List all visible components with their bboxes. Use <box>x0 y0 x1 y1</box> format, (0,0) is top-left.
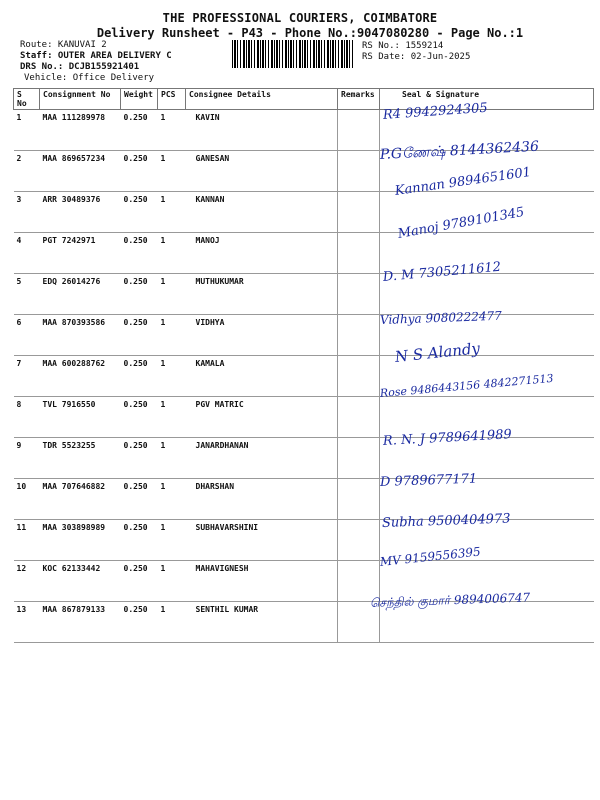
barcode-image <box>232 40 354 68</box>
pcs-cell: 1 <box>158 315 186 356</box>
pcs-cell: 1 <box>158 233 186 274</box>
weight-cell: 0.250 <box>121 110 158 151</box>
consignee-name: DHARSHAN <box>186 479 338 520</box>
consignment-number: MAA 303898989 <box>40 520 121 561</box>
weight-cell: 0.250 <box>121 520 158 561</box>
remarks-cell <box>338 438 380 479</box>
weight-cell: 0.250 <box>121 315 158 356</box>
weight-cell: 0.250 <box>121 397 158 438</box>
consignment-number: MAA 111289978 <box>40 110 121 151</box>
consignment-number: MAA 867879133 <box>40 602 121 643</box>
pcs-cell: 1 <box>158 151 186 192</box>
weight-cell: 0.250 <box>121 274 158 315</box>
remarks-cell <box>338 274 380 315</box>
pcs-cell: 1 <box>158 602 186 643</box>
handwritten-signature: P.Gணேஷ் 8144362436 <box>379 138 540 163</box>
remarks-cell <box>338 110 380 151</box>
sno-cell: 8 <box>14 397 40 438</box>
handwritten-signature: R. N. J 9789641989 <box>382 427 513 449</box>
sno-cell: 1 <box>14 110 40 151</box>
consignee-name: KAMALA <box>186 356 338 397</box>
handwritten-signature: Subha 9500404973 <box>381 511 511 531</box>
handwritten-signature: Vidhya 9080222477 <box>379 308 502 327</box>
consignee-name: VIDHYA <box>186 315 338 356</box>
handwritten-signature: செந்தில் குமார் 9894006747 <box>369 590 531 610</box>
consignment-number: KOC 62133442 <box>40 561 121 602</box>
weight-cell: 0.250 <box>121 479 158 520</box>
pcs-cell: 1 <box>158 520 186 561</box>
handwritten-signature: N S Alandy <box>394 339 481 366</box>
rs-number: RS No.: 1559214 <box>362 41 444 51</box>
weight-cell: 0.250 <box>121 356 158 397</box>
vehicle-label: Vehicle: Office Delivery <box>24 73 155 83</box>
consignee-name: MAHAVIGNESH <box>186 561 338 602</box>
col-consignee: Consignee Details <box>186 89 338 110</box>
remarks-cell <box>338 233 380 274</box>
consignee-name: KANNAN <box>186 192 338 233</box>
weight-cell: 0.250 <box>121 192 158 233</box>
sno-cell: 11 <box>14 520 40 561</box>
consignment-number: MAA 869657234 <box>40 151 121 192</box>
table-header-row <box>14 89 594 110</box>
col-remarks: Remarks <box>338 89 380 110</box>
weight-cell: 0.250 <box>121 151 158 192</box>
consignee-name: SUBHAVARSHINI <box>186 520 338 561</box>
consignment-number: PGT 7242971 <box>40 233 121 274</box>
runsheet-subtitle: Delivery Runsheet - P43 - Phone No.:9047080280 - Page No.:1 <box>96 26 524 40</box>
sno-cell: 5 <box>14 274 40 315</box>
handwritten-signature: Manoj 9789101345 <box>396 204 526 242</box>
consignment-number: MAA 707646882 <box>40 479 121 520</box>
handwritten-signature: D. M 7305211612 <box>382 259 502 285</box>
pcs-cell: 1 <box>158 561 186 602</box>
remarks-cell <box>338 479 380 520</box>
sno-cell: 12 <box>14 561 40 602</box>
consignment-number: TVL 7916550 <box>40 397 121 438</box>
col-signature: Seal & Signature <box>380 89 594 110</box>
table-row <box>14 602 594 643</box>
remarks-cell <box>338 520 380 561</box>
sno-cell: 7 <box>14 356 40 397</box>
col-weight: Weight <box>121 89 158 110</box>
handwritten-signature: Rose 9486443156 4842271513 <box>379 371 554 400</box>
weight-cell: 0.250 <box>121 438 158 479</box>
remarks-cell <box>338 151 380 192</box>
weight-cell: 0.250 <box>121 233 158 274</box>
consignee-name: KAVIN <box>186 110 338 151</box>
remarks-cell <box>338 192 380 233</box>
remarks-cell <box>338 315 380 356</box>
consignee-name: MUTHUKUMAR <box>186 274 338 315</box>
pcs-cell: 1 <box>158 110 186 151</box>
handwritten-signature: MV 9159556395 <box>379 544 482 569</box>
sno-cell: 4 <box>14 233 40 274</box>
col-consignment: Consignment No <box>40 89 121 110</box>
handwritten-signature: R4 9942924305 <box>382 100 489 123</box>
drs-number: DRS No.: DCJB155921401 <box>20 62 140 72</box>
sno-cell: 10 <box>14 479 40 520</box>
remarks-cell <box>338 356 380 397</box>
table-row <box>14 233 594 274</box>
sno-cell: 6 <box>14 315 40 356</box>
sno-cell: 13 <box>14 602 40 643</box>
pcs-cell: 1 <box>158 479 186 520</box>
pcs-cell: 1 <box>158 356 186 397</box>
table-row <box>14 438 594 479</box>
consignment-number: ARR 30489376 <box>40 192 121 233</box>
route-label: Route: KANUVAI 2 <box>20 40 107 50</box>
sno-cell: 3 <box>14 192 40 233</box>
sno-cell: 9 <box>14 438 40 479</box>
pcs-cell: 1 <box>158 397 186 438</box>
handwritten-signature: D 9789677171 <box>379 471 478 490</box>
pcs-cell: 1 <box>158 192 186 233</box>
consignee-name: JANARDHANAN <box>186 438 338 479</box>
staff-label: Staff: OUTER AREA DELIVERY C <box>20 51 172 61</box>
consignment-number: TDR 5523255 <box>40 438 121 479</box>
consignee-name: MANOJ <box>186 233 338 274</box>
table-row <box>14 274 594 315</box>
pcs-cell: 1 <box>158 438 186 479</box>
consignment-number: MAA 600288762 <box>40 356 121 397</box>
consignment-number: MAA 870393586 <box>40 315 121 356</box>
weight-cell: 0.250 <box>121 602 158 643</box>
consignee-name: SENTHIL KUMAR <box>186 602 338 643</box>
col-sno: S No <box>14 89 40 110</box>
weight-cell: 0.250 <box>121 561 158 602</box>
remarks-cell <box>338 397 380 438</box>
pcs-cell: 1 <box>158 274 186 315</box>
col-pcs: PCS <box>158 89 186 110</box>
consignee-name: PGV MATRIC <box>186 397 338 438</box>
rs-date: RS Date: 02-Jun-2025 <box>362 52 471 62</box>
consignee-name: GANESAN <box>186 151 338 192</box>
consignment-number: EDQ 26014276 <box>40 274 121 315</box>
sno-cell: 2 <box>14 151 40 192</box>
handwritten-signature: Kannan 9894651601 <box>393 164 532 199</box>
table-row <box>14 315 594 356</box>
company-title: THE PROFESSIONAL COURIERS, COIMBATORE <box>162 11 438 25</box>
